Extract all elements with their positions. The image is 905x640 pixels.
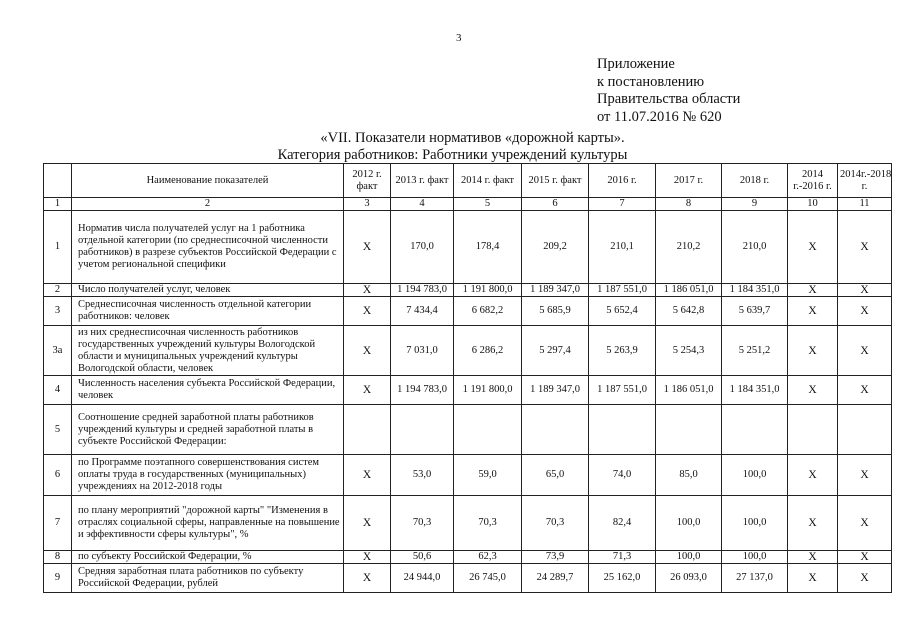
value-cell xyxy=(344,405,391,455)
row-number: 5 xyxy=(44,405,72,455)
header-row xyxy=(44,164,892,198)
value-cell: Х xyxy=(838,297,892,326)
value-cell: Х xyxy=(788,297,838,326)
value-cell: Х xyxy=(344,496,391,551)
value-cell: Х xyxy=(344,284,391,297)
header-cell: 2018 г. xyxy=(722,164,788,198)
value-cell: Х xyxy=(838,496,892,551)
value-cell: Х xyxy=(838,211,892,284)
value-cell: 26 745,0 xyxy=(454,564,522,593)
value-cell: 1 186 051,0 xyxy=(656,284,722,297)
value-cell: 178,4 xyxy=(454,211,522,284)
col-number: 7 xyxy=(589,198,656,211)
value-cell xyxy=(722,405,788,455)
value-cell: 6 286,2 xyxy=(454,326,522,376)
value-cell: 70,3 xyxy=(522,496,589,551)
indicator-name: по Программе поэтапного совершенствования систем оплаты труда в государственных (муниципальных) учреждениях на 2012-2018 годы xyxy=(72,455,344,496)
row-number: 7 xyxy=(44,496,72,551)
table-row xyxy=(44,284,892,297)
value-cell: 7 031,0 xyxy=(391,326,454,376)
value-cell: 1 191 800,0 xyxy=(454,284,522,297)
value-cell: 1 189 347,0 xyxy=(522,376,589,405)
value-cell: 24 944,0 xyxy=(391,564,454,593)
col-number: 9 xyxy=(722,198,788,211)
col-number: 3 xyxy=(344,198,391,211)
table-row xyxy=(44,564,892,593)
value-cell: 27 137,0 xyxy=(722,564,788,593)
row-number: 6 xyxy=(44,455,72,496)
header-cell: 2015 г. факт xyxy=(522,164,589,198)
header-cell: 2014 г.-2016 г. xyxy=(788,164,838,198)
value-cell: Х xyxy=(788,551,838,564)
indicator-name: по плану мероприятий "дорожной карты" "Изменения в отраслях социальной сферы, направленные на повышение и эффективности сферы культуры", % xyxy=(72,496,344,551)
value-cell: Х xyxy=(838,326,892,376)
value-cell: Х xyxy=(838,455,892,496)
value-cell: 210,2 xyxy=(656,211,722,284)
value-cell: Х xyxy=(344,376,391,405)
value-cell: 210,1 xyxy=(589,211,656,284)
value-cell: 100,0 xyxy=(656,496,722,551)
value-cell: 6 682,2 xyxy=(454,297,522,326)
row-number: 3 xyxy=(44,297,72,326)
header-cell: 2014 г. факт xyxy=(454,164,522,198)
indicators-table xyxy=(43,163,892,593)
appendix-header xyxy=(597,56,740,126)
value-cell: 62,3 xyxy=(454,551,522,564)
value-cell: 5 652,4 xyxy=(589,297,656,326)
value-cell: 7 434,4 xyxy=(391,297,454,326)
header-cell: 2016 г. xyxy=(589,164,656,198)
value-cell: Х xyxy=(788,284,838,297)
table-row xyxy=(44,551,892,564)
value-cell: 70,3 xyxy=(454,496,522,551)
value-cell: Х xyxy=(838,376,892,405)
row-number: 1 xyxy=(44,211,72,284)
value-cell: Х xyxy=(344,455,391,496)
value-cell: Х xyxy=(344,326,391,376)
value-cell: 1 194 783,0 xyxy=(391,376,454,405)
table-row xyxy=(44,405,892,455)
header-cell: 2012 г. факт xyxy=(344,164,391,198)
header-cell: 2017 г. xyxy=(656,164,722,198)
value-cell: Х xyxy=(788,564,838,593)
value-cell: 1 187 551,0 xyxy=(589,376,656,405)
value-cell: 26 093,0 xyxy=(656,564,722,593)
col-number: 1 xyxy=(44,198,72,211)
value-cell: 73,9 xyxy=(522,551,589,564)
appendix-line-2: к постановлению xyxy=(597,73,705,90)
col-number: 10 xyxy=(788,198,838,211)
value-cell: Х xyxy=(788,326,838,376)
value-cell: 85,0 xyxy=(656,455,722,496)
value-cell: 100,0 xyxy=(722,496,788,551)
value-cell: 74,0 xyxy=(589,455,656,496)
value-cell: Х xyxy=(788,455,838,496)
value-cell: 1 194 783,0 xyxy=(391,284,454,297)
value-cell: 82,4 xyxy=(589,496,656,551)
appendix-line-4: от 11.07.2016 № 620 xyxy=(597,108,722,125)
value-cell: 25 162,0 xyxy=(589,564,656,593)
table-row xyxy=(44,376,892,405)
value-cell: Х xyxy=(788,376,838,405)
page-number: 3 xyxy=(456,32,462,44)
value-cell: 5 263,9 xyxy=(589,326,656,376)
value-cell: Х xyxy=(344,564,391,593)
indicator-name: Средняя заработная плата работников по субъекту Российской Федерации, рублей xyxy=(72,564,344,593)
header-cell: 2014г.-2018 г. xyxy=(838,164,892,198)
row-number: 9 xyxy=(44,564,72,593)
indicator-name: Норматив числа получателей услуг на 1 работника отдельной категории (по среднесписочной численности работников) в разрезе субъектов Российской Федерации с учетом региональной специфики xyxy=(72,211,344,284)
value-cell: 5 685,9 xyxy=(522,297,589,326)
value-cell: 1 187 551,0 xyxy=(589,284,656,297)
column-number-row xyxy=(44,198,892,211)
indicator-name: Число получателей услуг, человек xyxy=(72,284,344,297)
value-cell xyxy=(522,405,589,455)
value-cell xyxy=(391,405,454,455)
header-cell: 2013 г. факт xyxy=(391,164,454,198)
table-row xyxy=(44,211,892,284)
value-cell: Х xyxy=(838,284,892,297)
indicator-name: из них среднесписочная численность работников государственных учреждений культуры Вологодской области и муниципальных учреждений культуры Вологодской области, человек xyxy=(72,326,344,376)
title-line-1: «VII. Показатели нормативов «дорожной карты». xyxy=(320,130,625,146)
header-cell: Наименование показателей xyxy=(72,164,344,198)
col-number: 8 xyxy=(656,198,722,211)
value-cell: 59,0 xyxy=(454,455,522,496)
value-cell: 71,3 xyxy=(589,551,656,564)
table-row xyxy=(44,455,892,496)
value-cell: 170,0 xyxy=(391,211,454,284)
value-cell: Х xyxy=(838,551,892,564)
value-cell: 209,2 xyxy=(522,211,589,284)
value-cell: 5 254,3 xyxy=(656,326,722,376)
value-cell: 5 297,4 xyxy=(522,326,589,376)
value-cell: Х xyxy=(838,564,892,593)
value-cell xyxy=(656,405,722,455)
value-cell: 1 184 351,0 xyxy=(722,284,788,297)
value-cell: Х xyxy=(344,551,391,564)
row-number: 3а xyxy=(44,326,72,376)
table-row xyxy=(44,326,892,376)
value-cell xyxy=(454,405,522,455)
indicator-name: Соотношение средней заработной платы работников учреждений культуры и средней заработной платы в субъекте Российской Федерации: xyxy=(72,405,344,455)
row-number: 4 xyxy=(44,376,72,405)
value-cell: 50,6 xyxy=(391,551,454,564)
col-number: 2 xyxy=(72,198,344,211)
value-cell: Х xyxy=(788,211,838,284)
value-cell xyxy=(838,405,892,455)
table-row xyxy=(44,297,892,326)
document-title xyxy=(0,130,905,164)
appendix-line-3: Правительства области xyxy=(597,91,741,107)
value-cell: Х xyxy=(344,297,391,326)
value-cell: 5 642,8 xyxy=(656,297,722,326)
value-cell: 210,0 xyxy=(722,211,788,284)
value-cell: 100,0 xyxy=(656,551,722,564)
value-cell: Х xyxy=(788,496,838,551)
appendix-line-1: Приложение xyxy=(597,56,675,72)
title-line-2: Категория работников: Работники учреждений культуры xyxy=(277,147,628,163)
indicator-name: Численность населения субъекта Российской Федерации, человек xyxy=(72,376,344,405)
value-cell xyxy=(788,405,838,455)
value-cell: 5 639,7 xyxy=(722,297,788,326)
value-cell: 100,0 xyxy=(722,455,788,496)
value-cell: 100,0 xyxy=(722,551,788,564)
value-cell: 1 186 051,0 xyxy=(656,376,722,405)
value-cell xyxy=(589,405,656,455)
value-cell: 65,0 xyxy=(522,455,589,496)
value-cell: Х xyxy=(344,211,391,284)
value-cell: 24 289,7 xyxy=(522,564,589,593)
value-cell: 1 184 351,0 xyxy=(722,376,788,405)
row-number: 2 xyxy=(44,284,72,297)
col-number: 6 xyxy=(522,198,589,211)
col-number: 5 xyxy=(454,198,522,211)
col-number: 4 xyxy=(391,198,454,211)
value-cell: 53,0 xyxy=(391,455,454,496)
table-row xyxy=(44,496,892,551)
indicator-name: Среднесписочная численность отдельной категории работников: человек xyxy=(72,297,344,326)
indicator-name: по субъекту Российской Федерации, % xyxy=(72,551,344,564)
value-cell: 1 189 347,0 xyxy=(522,284,589,297)
row-number: 8 xyxy=(44,551,72,564)
value-cell: 5 251,2 xyxy=(722,326,788,376)
value-cell: 1 191 800,0 xyxy=(454,376,522,405)
col-number: 11 xyxy=(838,198,892,211)
value-cell: 70,3 xyxy=(391,496,454,551)
header-cell xyxy=(44,164,72,198)
